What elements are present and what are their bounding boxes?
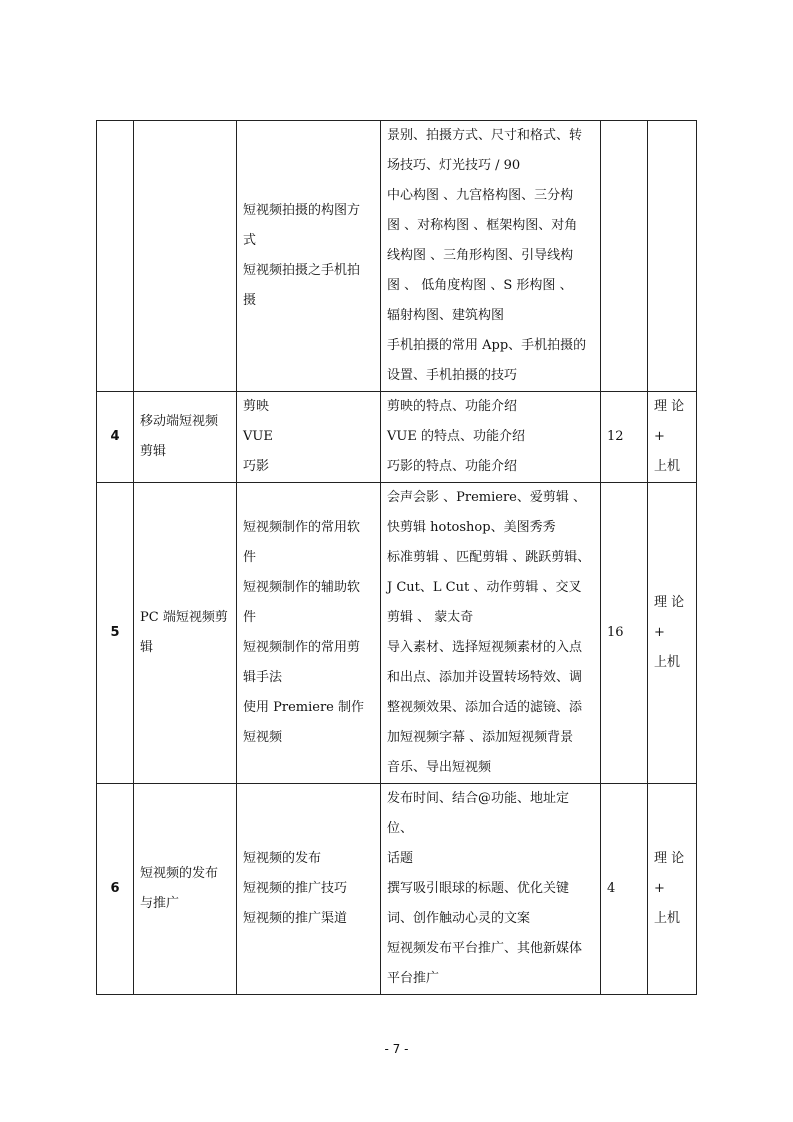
table-row <box>97 784 697 995</box>
content-list-line: 导入素材、选择短视频素材的入点 <box>387 640 583 655</box>
cell-hours: 12 <box>601 392 648 483</box>
content-list-line: 平台推广 <box>387 971 440 986</box>
content-list-line: 剪辑 、 蒙太奇 <box>387 610 474 625</box>
content-list-line: 辐射构图、建筑构图 <box>387 308 505 323</box>
content-list-line: 词、创作触动心灵的文案 <box>387 911 531 926</box>
topic-list-line: 巧影 <box>243 459 270 474</box>
topic-list-line: VUE <box>243 429 273 444</box>
teaching-type-line: 理 论 + <box>654 851 685 896</box>
content-list-line: 场技巧、灯光技巧 / 90 <box>387 158 521 173</box>
teaching-type-line: 理 论 + <box>654 595 685 640</box>
cell-topic-list <box>237 392 381 483</box>
cell-content-list <box>381 121 601 392</box>
chapter-title-line: 与推广 <box>140 896 180 911</box>
topic-list-line: 短视频制作的常用软 <box>243 520 361 535</box>
topic-list-line: 短视频 <box>243 730 283 745</box>
topic-list-line: 短视频制作的常用剪 <box>243 640 361 655</box>
cell-hours: 4 <box>601 784 648 995</box>
cell-topic-list <box>237 483 381 784</box>
cell-teaching-type <box>648 483 697 784</box>
table-row <box>97 392 697 483</box>
cell-teaching-type <box>648 121 697 392</box>
content-list-line: 和出点、添加并设置转场特效、调 <box>387 670 583 685</box>
content-list-line: 剪映的特点、功能介绍 <box>387 399 518 414</box>
content-list-line: 设置、手机拍摄的技巧 <box>387 368 518 383</box>
cell-topic-list <box>237 784 381 995</box>
content-list-line: 会声会影 、Premiere、爱剪辑 、 <box>387 490 587 505</box>
content-list-line: 线构图 、三角形构图、引导线构 <box>387 248 574 263</box>
content-list-line: 中心构图 、九宫格构图、三分构 <box>387 188 574 203</box>
cell-hours: 16 <box>601 483 648 784</box>
table-body <box>97 121 697 995</box>
content-list-line: 手机拍摄的常用 App、手机拍摄的 <box>387 338 587 353</box>
cell-row-number: 4 <box>97 392 134 483</box>
content-list-line: 加短视频字幕 、添加短视频背景 <box>387 730 574 745</box>
cell-content-list <box>381 392 601 483</box>
chapter-title-line: 辑 <box>140 640 154 655</box>
content-list-line: 巧影的特点、功能介绍 <box>387 459 518 474</box>
topic-list-line: 式 <box>243 233 257 248</box>
content-list-line: J Cut、L Cut 、动作剪辑 、交叉 <box>387 580 582 595</box>
content-list-line: 整视频效果、添加合适的滤镜、添 <box>387 700 583 715</box>
cell-chapter-title <box>134 483 237 784</box>
topic-list-line: 辑手法 <box>243 670 283 685</box>
cell-row-number: 5 <box>97 483 134 784</box>
content-list-line: VUE 的特点、功能介绍 <box>387 429 525 444</box>
chapter-title-line: 移动端短视频 <box>140 414 219 429</box>
topic-list-line: 件 <box>243 550 257 565</box>
topic-list-line: 剪映 <box>243 399 270 414</box>
page-number: - 7 - <box>384 1042 409 1056</box>
cell-teaching-type <box>648 392 697 483</box>
cell-content-list <box>381 784 601 995</box>
content-list-line: 撰写吸引眼球的标题、优化关键 <box>387 881 570 896</box>
content-list-line: 标准剪辑 、匹配剪辑 、跳跃剪辑、 <box>387 550 591 565</box>
content-list-line: 话题 <box>387 851 414 866</box>
table-row <box>97 483 697 784</box>
topic-list-line: 短视频制作的辅助软 <box>243 580 361 595</box>
chapter-title-line: 短视频的发布 <box>140 866 219 881</box>
chapter-title-line: PC 端短视频剪 <box>140 610 228 625</box>
topic-list-line: 短视频的发布 <box>243 851 322 866</box>
topic-list-line: 摄 <box>243 293 257 308</box>
cell-chapter-title <box>134 784 237 995</box>
cell-hours <box>601 121 648 392</box>
cell-row-number: 6 <box>97 784 134 995</box>
course-schedule-table <box>96 120 697 995</box>
chapter-title-line: 剪辑 <box>140 444 167 459</box>
topic-list-line: 短视频拍摄的构图方 <box>243 203 361 218</box>
content-list-line: 快剪辑 hotoshop、美图秀秀 <box>387 520 556 535</box>
cell-chapter-title <box>134 121 237 392</box>
teaching-type-line: 上机 <box>654 655 681 670</box>
topic-list-line: 短视频拍摄之手机拍 <box>243 263 361 278</box>
cell-topic-list <box>237 121 381 392</box>
cell-content-list <box>381 483 601 784</box>
content-list-line: 景别、拍摄方式、尺寸和格式、转 <box>387 128 583 143</box>
teaching-type-line: 上机 <box>654 459 681 474</box>
content-list-line: 音乐、导出短视频 <box>387 760 492 775</box>
content-list-line: 发布时间、结合@功能、地址定位、 <box>387 791 570 836</box>
teaching-type-line: 理 论 + <box>654 399 685 444</box>
topic-list-line: 使用 Premiere 制作 <box>243 700 365 715</box>
content-list-line: 图 、对称构图 、框架构图、对角 <box>387 218 578 233</box>
content-list-line: 短视频发布平台推广、其他新媒体 <box>387 941 583 956</box>
teaching-type-line: 上机 <box>654 911 681 926</box>
topic-list-line: 件 <box>243 610 257 625</box>
cell-row-number <box>97 121 134 392</box>
topic-list-line: 短视频的推广渠道 <box>243 911 348 926</box>
table-row <box>97 121 697 392</box>
cell-teaching-type <box>648 784 697 995</box>
content-list-line: 图 、 低角度构图 、S 形构图 、 <box>387 278 573 293</box>
cell-chapter-title <box>134 392 237 483</box>
topic-list-line: 短视频的推广技巧 <box>243 881 348 896</box>
